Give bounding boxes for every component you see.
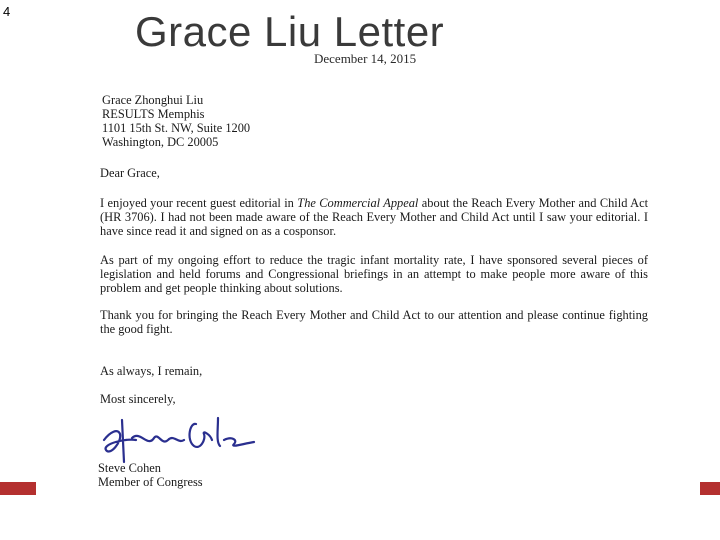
handwritten-signature bbox=[96, 410, 266, 466]
signer-name: Steve Cohen bbox=[98, 461, 161, 475]
salutation: Dear Grace, bbox=[100, 166, 160, 180]
publication-name: The Commercial Appeal bbox=[297, 196, 419, 210]
slide-number: 4 bbox=[3, 4, 11, 19]
paragraph-text: about the Reach Every Mother and Child Act (HR 3706). I had not been made aware of the Reach Every Mother and Child Act until I saw your editorial. I have since read it and signed on as a cosponsor. bbox=[100, 196, 649, 238]
paragraph-thanks: Thank you for bringing the Reach Every Mother and Child Act to our attention and please continue fighting the good fight. bbox=[100, 308, 648, 336]
slide-title: Grace Liu Letter bbox=[135, 8, 445, 55]
recipient-address bbox=[102, 93, 250, 149]
letter-date: December 14, 2015 bbox=[314, 51, 417, 66]
address-line: RESULTS Memphis bbox=[102, 107, 205, 121]
address-line: Grace Zhonghui Liu bbox=[102, 93, 204, 107]
paragraph-text: I enjoyed your recent guest editorial in bbox=[100, 196, 298, 210]
accent-bar-right bbox=[700, 482, 720, 495]
closing-line: As always, I remain, bbox=[100, 364, 203, 378]
address-line: Washington, DC 20005 bbox=[102, 135, 219, 149]
address-line: 1101 15th St. NW, Suite 1200 bbox=[102, 121, 251, 135]
closing-line: Most sincerely, bbox=[100, 392, 176, 406]
accent-bar-left bbox=[0, 482, 36, 495]
signer-title: Member of Congress bbox=[98, 475, 203, 489]
letter-image bbox=[96, 50, 652, 495]
paragraph-legislation: As part of my ongoing effort to reduce the tragic infant mortality rate, I have sponsored several pieces of legislation and held forums and Congressional briefings in an attempt to make people more aware of this problem and get people thinking about solutions. bbox=[100, 253, 648, 295]
paragraph-editorial bbox=[100, 196, 648, 238]
